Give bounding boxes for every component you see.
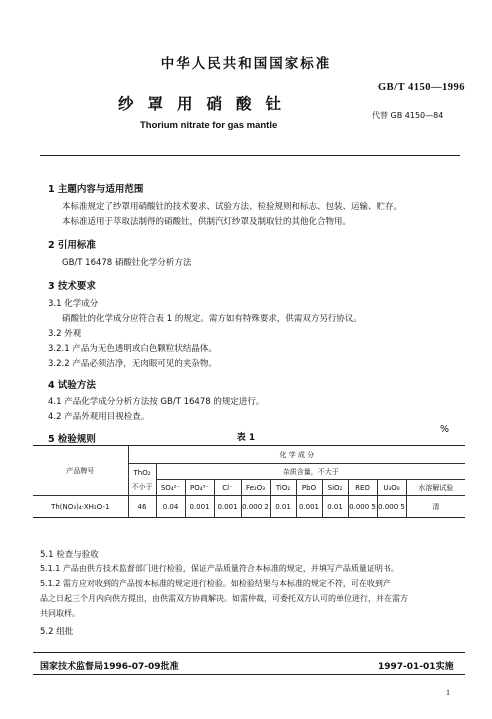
section-3-2-1: 3.2.1 产品为无色透明或白色颗粒状结晶体。: [48, 344, 217, 354]
row-value-reo: 0.000 5: [348, 496, 377, 518]
impurity-col-reo: REO: [348, 480, 377, 496]
row-value-water-solubility: 清: [406, 496, 465, 518]
impurity-col-sio2: SiO₂: [322, 480, 348, 496]
document-title: 纱罩用硝酸钍: [118, 95, 296, 113]
section-1-title: 1 主题内容与适用范围: [48, 184, 144, 195]
impurity-col-pbo: PbO: [296, 480, 322, 496]
chemical-composition-table: [33, 445, 465, 518]
section-3-1-title: 3.1 化学成分: [48, 299, 99, 309]
table-caption: 表 1: [236, 433, 256, 443]
section-4-title: 4 试验方法: [48, 380, 96, 391]
section-2-reference: GB/T 16478 硝酸钍化学分析方法: [62, 258, 192, 268]
standard-number: GB/T 4150—1996: [378, 82, 466, 93]
section-1-paragraph-1: 本标准规定了纱罩用硝酸钍的技术要求、试验方法、检验规则和标志、包装、运输、贮存。: [62, 202, 403, 212]
row-value-pbo: 0.001: [296, 496, 322, 518]
table-header-tho2: [128, 464, 156, 496]
row-value-fe2o3: 0.000 2: [241, 496, 270, 518]
impurity-col-water-solubility: 水溶解试验: [406, 480, 465, 496]
section-5-2-title: 5.2 组批: [40, 627, 74, 637]
row-value-sio2: 0.01: [322, 496, 348, 518]
row-product: Th(NO₃)₄·XH₂O-1: [33, 496, 128, 518]
table-header-product: 产品牌号: [33, 446, 128, 496]
section-1-paragraph-2: 本标准适用于萃取法制得的硝酸钍，供制汽灯纱罩及制取钍的其他化合物用。: [62, 217, 352, 227]
impurity-col-fe2o3: Fe₂O₃: [241, 480, 270, 496]
table-unit: %: [440, 424, 450, 435]
section-5-title: 5 检验规则: [48, 434, 96, 445]
row-value-po4: 0.001: [185, 496, 214, 518]
standard-name: 中华人民共和国国家标准: [160, 56, 332, 72]
row-value-cl: 0.001: [214, 496, 241, 518]
row-value-u3o8: 0.000 5: [377, 496, 406, 518]
footer-divider-bottom: [33, 674, 465, 675]
section-3-2-2: 3.2.2 产品必须洁净，无肉眼可见的夹杂物。: [48, 359, 217, 369]
impurity-col-tio2: TiO₂: [270, 480, 296, 496]
section-5-1-title: 5.1 检查与验收: [40, 550, 99, 560]
effective-date: 1997-01-01实施: [378, 662, 454, 672]
section-5-1-2-line-1: 5.1.2 需方应对收到的产品按本标准的规定进行检验。如检验结果与本标准的规定不符，可在收到产: [40, 579, 391, 588]
footer-divider-top: [33, 652, 465, 653]
impurity-col-so4: SO₄²⁻: [156, 480, 185, 496]
replaces-note: 代替 GB 4150—84: [372, 111, 444, 120]
section-4-2: 4.2 产品外观用目视检查。: [48, 412, 150, 422]
header-divider: [40, 155, 460, 156]
section-5-1-2-line-3: 共同取样。: [40, 609, 80, 618]
table-row: [33, 496, 465, 518]
document-title-english: Thorium nitrate for gas mantle: [140, 120, 278, 131]
tho2-not-less-label: 不小于: [131, 482, 153, 491]
section-4-1: 4.1 产品化学成分分析方法按 GB/T 16478 的规定进行。: [48, 397, 265, 407]
section-3-1-paragraph: 硝酸钍的化学成分应符合表 1 的规定。需方如有特殊要求，供需双方另行协议。: [62, 314, 362, 324]
impurity-col-u3o8: U₃O₈: [377, 480, 406, 496]
row-tho2: 46: [128, 496, 156, 518]
approval-date: 国家技术监督局1996-07-09批准: [40, 662, 179, 672]
section-2-title: 2 引用标准: [48, 240, 96, 251]
section-3-title: 3 技术要求: [48, 281, 96, 292]
table-header-chemical-composition: 化 学 成 分: [128, 446, 465, 464]
page-number: 1: [446, 688, 450, 697]
table-header-impurity: 杂质含量，不大于: [156, 464, 465, 480]
impurity-col-cl: Cl⁻: [214, 480, 241, 496]
section-5-1-2-line-2: 品之日起三个月内向供方提出，由供需双方协商解决。如需仲裁，可委托双方认可的单位进行，并在需方: [40, 594, 408, 603]
section-3-2-title: 3.2 外观: [48, 329, 82, 339]
row-value-tio2: 0.01: [270, 496, 296, 518]
row-value-so4: 0.04: [156, 496, 185, 518]
impurity-col-po4: PO₄³⁻: [185, 480, 214, 496]
tho2-label: ThO₂: [133, 468, 151, 477]
section-5-1-1: 5.1.1 产品由供方技术监督部门进行检验，保证产品质量符合本标准的规定，并填写产品质量证明书。: [40, 564, 399, 573]
